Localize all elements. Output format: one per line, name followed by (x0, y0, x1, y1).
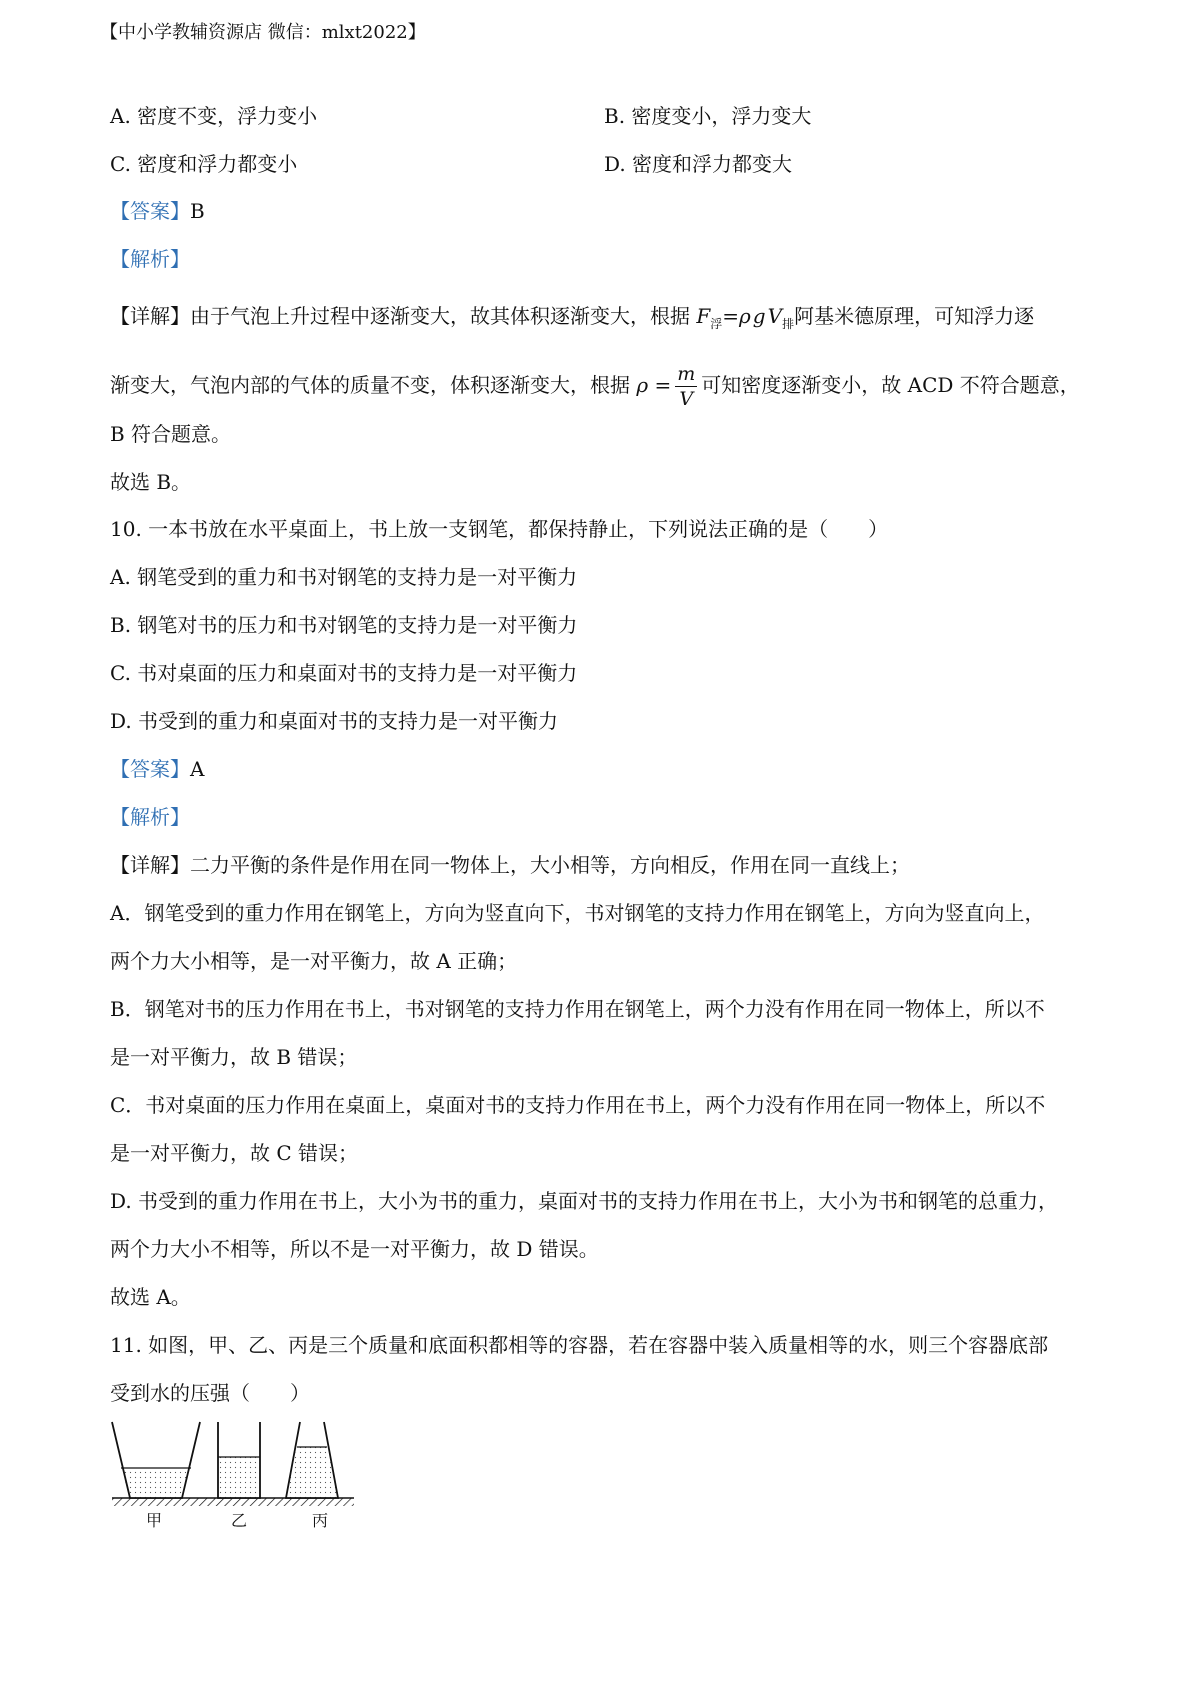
detail-text: 可知密度逐渐变小，故 ACD 不符合题意， (701, 373, 1080, 397)
q9-conclusion: 故选 B。 (110, 470, 192, 494)
q10-detail-d-2: 两个力大小不相等，所以不是一对平衡力，故 D 错误。 (110, 1237, 599, 1261)
q10-option-c: C. 书对桌面的压力和桌面对书的支持力是一对平衡力 (110, 661, 578, 685)
q9-detail-line-2 (110, 362, 1080, 411)
label-bing: 丙 (312, 1511, 329, 1530)
answer-tag: 【答案】 (110, 199, 190, 223)
q9-detail-line-1 (110, 302, 1034, 338)
q10-detail-intro (110, 851, 910, 879)
detail-text: 渐变大，气泡内部的气体的质量不变，体积逐渐变大，根据 (110, 373, 630, 397)
q11-stem-line-1: 11. 如图，甲、乙、丙是三个质量和底面积都相等的容器，若在容器中装入质量相等的水，则三个容器底部 (110, 1333, 1049, 1357)
water-yi (218, 1457, 260, 1498)
container-bing (286, 1422, 338, 1498)
q10-option-a: A. 钢笔受到的重力和书对钢笔的支持力是一对平衡力 (110, 565, 578, 589)
label-jia: 甲 (146, 1511, 163, 1530)
answer-value: B (190, 199, 205, 223)
q10-detail-b-2: 是一对平衡力，故 B 错误； (110, 1045, 358, 1069)
q10-conclusion: 故选 A。 (110, 1285, 191, 1309)
q10-option-b: B. 钢笔对书的压力和书对钢笔的支持力是一对平衡力 (110, 613, 578, 637)
buoyancy-formula: $F_浮=\rho$ g $V_排$ (696, 304, 795, 331)
q9-answer-line (110, 197, 205, 225)
container-yi (218, 1422, 260, 1498)
detail-tag: 【详解】 (110, 853, 190, 877)
detail-tag: 【详解】 (110, 304, 190, 328)
answer-value: A (190, 757, 205, 781)
q10-detail-a-1: A．钢笔受到的重力作用在钢笔上，方向为竖直向下，书对钢笔的支持力作用在钢笔上，方向为竖直向上， (110, 901, 1045, 925)
containers-figure (108, 1410, 358, 1520)
q10-stem: 10. 一本书放在水平桌面上，书上放一支钢笔，都保持静止，下列说法正确的是（ ） (110, 517, 889, 541)
q10-detail-b-1: B．钢笔对书的压力作用在书上，书对钢笔的支持力作用在钢笔上，两个力没有作用在同一物体上，所以不 (110, 997, 1045, 1021)
answer-tag: 【答案】 (110, 757, 190, 781)
label-yi: 乙 (231, 1511, 248, 1530)
q10-detail-c-2: 是一对平衡力，故 C 错误； (110, 1141, 359, 1165)
q9-option-d: D. 密度和浮力都变大 (604, 152, 793, 176)
q9-analysis-tag: 【解析】 (110, 247, 190, 271)
q10-detail-a-2: 两个力大小相等，是一对平衡力，故 A 正确； (110, 949, 518, 973)
q9-detail-line-3: B 符合题意。 (110, 422, 232, 446)
detail-text: 二力平衡的条件是作用在同一物体上，大小相等，方向相反，作用在同一直线上； (190, 853, 910, 877)
detail-text: 由于气泡上升过程中逐渐变大，故其体积逐渐变大，根据 (190, 304, 690, 328)
water-jia (121, 1468, 191, 1498)
detail-text: 阿基米德原理，可知浮力逐 (794, 304, 1035, 328)
ground-hatch (112, 1498, 354, 1506)
q11-stem-line-2: 受到水的压强（ ） (110, 1381, 310, 1405)
q10-analysis-tag: 【解析】 (110, 805, 190, 829)
density-formula: ρ = $\frac{m}{V}$ (636, 363, 696, 410)
q10-detail-d-1: D. 书受到的重力作用在书上，大小为书的重力，桌面对书的支持力作用在书上，大小为书和钢笔的总重力， (110, 1189, 1059, 1213)
page-header: 【中小学教辅资源店 微信：mlxt2022】 (100, 22, 426, 43)
q10-detail-c-1: C．书对桌面的压力作用在桌面上，桌面对书的支持力作用在书上，两个力没有作用在同一物体上，所以不 (110, 1093, 1046, 1117)
container-jia (112, 1422, 200, 1498)
q10-answer-line (110, 755, 204, 783)
q9-option-c: C. 密度和浮力都变小 (110, 152, 298, 176)
q9-option-b: B. 密度变小，浮力变大 (604, 104, 812, 128)
q10-option-d: D. 书受到的重力和桌面对书的支持力是一对平衡力 (110, 709, 559, 733)
q9-option-a: A. 密度不变，浮力变小 (110, 104, 318, 128)
